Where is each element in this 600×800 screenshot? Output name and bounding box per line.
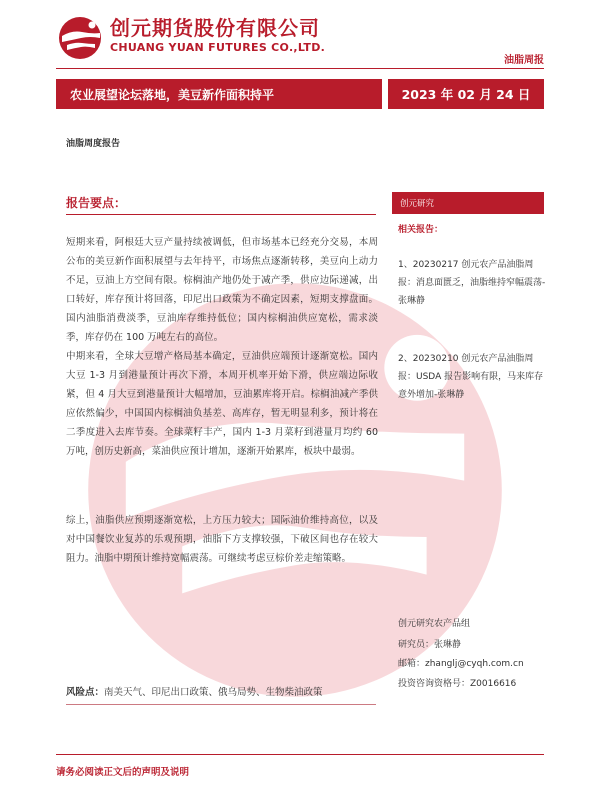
header-divider bbox=[56, 68, 544, 69]
sidebar-box-label: 创元研究 bbox=[400, 199, 435, 209]
key-point-paragraph-summary: 综上，油脂供应预期逐渐宽松，上方压力较大；国际油价维持高位，以及对中国餐饮业复苏的乐观预期，油脂下方支撑较强，下破区间也存在较大阻力。油脂中期预计维持宽幅震荡。可继续考虑豆棕价差走缩策略。 bbox=[66, 515, 378, 564]
related-report-link[interactable]: 1、20230217 创元农产品油脂周报：消息面匮乏，油脂维持窄幅震荡-张琳静 bbox=[398, 260, 546, 306]
company-name-cn: 创元期货股份有限公司 bbox=[110, 16, 320, 40]
analyst-name: 研究员：张琳静 bbox=[398, 640, 462, 650]
risk-label: 风险点： bbox=[66, 687, 105, 698]
analyst-email[interactable]: 邮箱：zhanglj@cyqh.com.cn bbox=[398, 659, 524, 669]
report-tag: 油脂周报 bbox=[504, 55, 544, 66]
research-group: 创元研究农产品组 bbox=[398, 619, 471, 629]
report-title-banner bbox=[56, 79, 382, 109]
key-point-paragraph-short-term: 短期来看，阿根廷大豆产量持续被调低，但市场基本已经充分交易，本周公布的美豆新作面积展望与去年持平，市场焦点逐渐转移，美豆向上动力不足，豆油上方空间有限。棕榈油产地仍处于减产季，供应边际递减，出口转好，库存预计将回落，印尼出口政策为不确定因素，短期支撑盘面。国内油脂消费淡季，豆油库存维持低位；国内棕榈油供应宽松，需求淡季，库存仍在 100 万吨左右的高位。 bbox=[66, 237, 378, 343]
related-reports-label: 相关报告： bbox=[398, 225, 444, 235]
report-date-banner bbox=[388, 79, 544, 109]
report-date: 2023 年 02 月 24 日 bbox=[401, 87, 531, 102]
page-header bbox=[0, 0, 600, 72]
sidebar-research-box bbox=[392, 192, 544, 214]
footer-divider bbox=[56, 754, 544, 755]
risk-points bbox=[66, 684, 323, 698]
risk-text: 南美天气、印尼出口政策、俄乌局势、生物柴油政策 bbox=[104, 687, 323, 698]
related-report-link[interactable]: 2、20230210 创元农产品油脂周报：USDA 报告影响有限，马来库存意外增加-张琳静 bbox=[398, 354, 544, 400]
key-points-divider bbox=[66, 214, 376, 215]
report-title: 农业展望论坛落地，美豆新作面积持平 bbox=[70, 87, 275, 102]
analyst-license: 投资咨询资格号：Z0016616 bbox=[398, 679, 517, 689]
risk-divider bbox=[66, 704, 376, 705]
chuangyuan-logo-icon bbox=[56, 14, 104, 60]
footer-disclaimer: 请务必阅读正文后的声明及说明 bbox=[56, 767, 190, 778]
report-type-label: 油脂周度报告 bbox=[66, 139, 121, 149]
key-points-heading: 报告要点： bbox=[66, 196, 127, 210]
key-point-paragraph-mid-term: 中期来看，全球大豆增产格局基本确定，豆油供应端预计逐渐宽松。国内大豆 1-3 月到港量预计再次下滑，本周开机率开始下滑，供应端边际收紧，但 4 月大豆到港量预计大幅增加，豆油累库将开启。棕榈油减产季供应依然偏少，中国国内棕榈油负基差、高库存，暂无明显利多，预计将在二季度进入去库节奏。全球菜籽丰产，国内 1-3 月菜籽到港量月均约 60 万吨，创历史新高，菜油供应预计增加，逐渐开始累库，板块中最弱。 bbox=[66, 351, 378, 457]
company-name-en: CHUANG YUAN FUTURES CO.,LTD. bbox=[110, 41, 326, 54]
